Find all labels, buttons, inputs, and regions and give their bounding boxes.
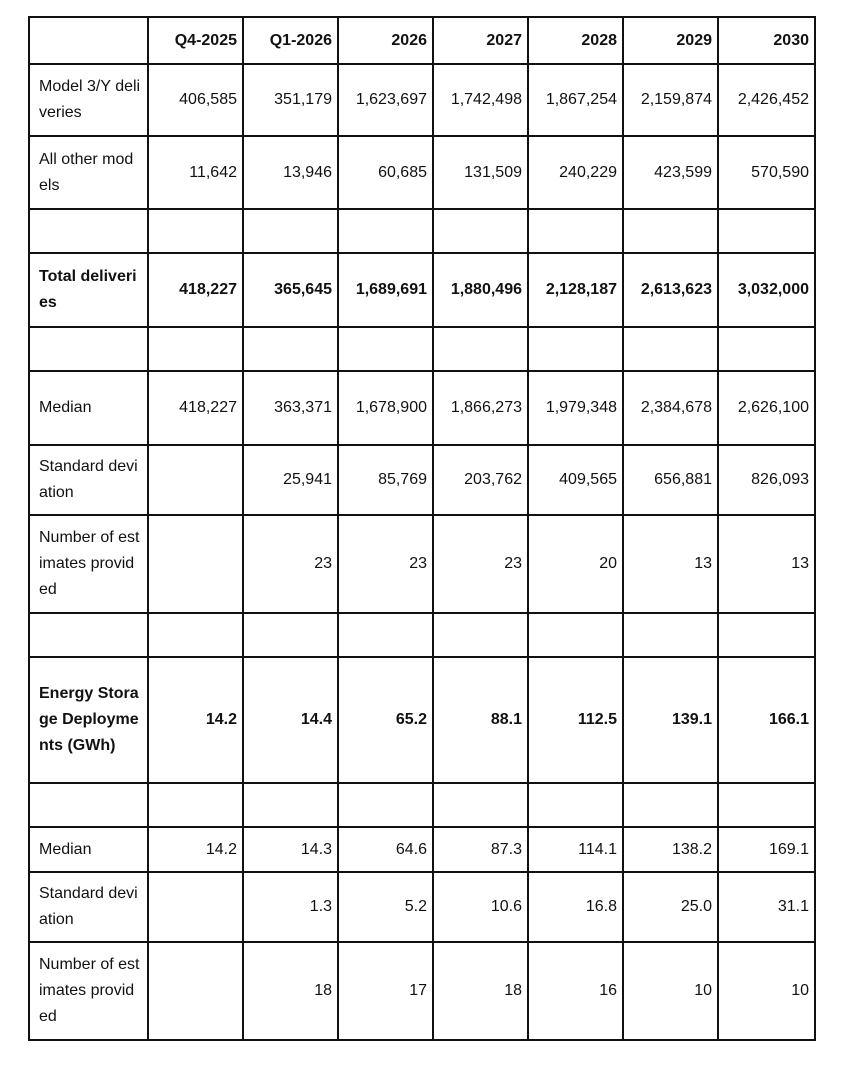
table-row <box>29 657 815 783</box>
table-cell: 23 <box>243 515 338 613</box>
table-cell <box>243 783 338 827</box>
table-cell <box>718 613 815 657</box>
row-label: Number of estimates provided <box>29 515 148 613</box>
header-cell-q1-2026: Q1-2026 <box>243 17 338 64</box>
table-cell <box>433 613 528 657</box>
table-cell: 16.8 <box>528 872 623 942</box>
table-cell <box>243 613 338 657</box>
table-cell <box>338 613 433 657</box>
table-cell: 88.1 <box>433 657 528 783</box>
table-cell: 1,742,498 <box>433 64 528 136</box>
table-cell <box>148 209 243 253</box>
table-cell: 10 <box>623 942 718 1040</box>
row-label: Total deliveries <box>29 253 148 327</box>
table-row <box>29 445 815 515</box>
table-cell: 64.6 <box>338 827 433 872</box>
table-cell: 10 <box>718 942 815 1040</box>
table-cell <box>338 209 433 253</box>
row-label: All other models <box>29 136 148 209</box>
row-label: Model 3/Y deliveries <box>29 64 148 136</box>
table-cell: 13,946 <box>243 136 338 209</box>
header-cell-q4-2025: Q4-2025 <box>148 17 243 64</box>
table-cell <box>623 209 718 253</box>
table-cell: 87.3 <box>433 827 528 872</box>
table-row <box>29 872 815 942</box>
table-cell <box>623 327 718 371</box>
table-cell: 203,762 <box>433 445 528 515</box>
table-cell: 23 <box>338 515 433 613</box>
table-cell <box>338 327 433 371</box>
table-cell: 14.3 <box>243 827 338 872</box>
table-cell <box>243 209 338 253</box>
table-cell: 409,565 <box>528 445 623 515</box>
table-cell <box>148 327 243 371</box>
table-cell <box>148 783 243 827</box>
table-cell <box>433 327 528 371</box>
header-cell-2030: 2030 <box>718 17 815 64</box>
table-cell: 656,881 <box>623 445 718 515</box>
table-cell <box>718 209 815 253</box>
table-cell <box>623 783 718 827</box>
table-row <box>29 136 815 209</box>
table-cell: 1,678,900 <box>338 371 433 445</box>
table-row <box>29 327 815 371</box>
table-cell <box>528 613 623 657</box>
table-cell: 131,509 <box>433 136 528 209</box>
table-cell: 363,371 <box>243 371 338 445</box>
header-row <box>29 17 815 64</box>
table-cell <box>718 783 815 827</box>
table-cell <box>243 327 338 371</box>
table-cell: 1,979,348 <box>528 371 623 445</box>
table-cell: 2,128,187 <box>528 253 623 327</box>
header-cell-2026: 2026 <box>338 17 433 64</box>
table-cell: 14.2 <box>148 827 243 872</box>
table-row <box>29 783 815 827</box>
table-cell: 570,590 <box>718 136 815 209</box>
table-cell: 1,867,254 <box>528 64 623 136</box>
table-cell: 3,032,000 <box>718 253 815 327</box>
table-cell: 65.2 <box>338 657 433 783</box>
table-cell: 1.3 <box>243 872 338 942</box>
table-cell <box>528 327 623 371</box>
table-cell: 85,769 <box>338 445 433 515</box>
table-cell: 138.2 <box>623 827 718 872</box>
table-cell <box>718 327 815 371</box>
table-cell: 240,229 <box>528 136 623 209</box>
forecast-table <box>28 16 816 1041</box>
table-body <box>29 64 815 1040</box>
table-cell: 14.4 <box>243 657 338 783</box>
table-cell: 166.1 <box>718 657 815 783</box>
table-row <box>29 827 815 872</box>
table-cell: 406,585 <box>148 64 243 136</box>
table-cell: 17 <box>338 942 433 1040</box>
table-row <box>29 942 815 1040</box>
table-cell: 5.2 <box>338 872 433 942</box>
table-row <box>29 64 815 136</box>
row-label: Energy Storage Deployments (GWh) <box>29 657 148 783</box>
table-cell: 169.1 <box>718 827 815 872</box>
header-cell-label <box>29 17 148 64</box>
table-cell: 11,642 <box>148 136 243 209</box>
header-cell-2028: 2028 <box>528 17 623 64</box>
table-cell: 16 <box>528 942 623 1040</box>
table-cell: 1,689,691 <box>338 253 433 327</box>
table-cell: 2,384,678 <box>623 371 718 445</box>
table-cell <box>433 783 528 827</box>
table-cell: 25.0 <box>623 872 718 942</box>
table-cell: 423,599 <box>623 136 718 209</box>
table-cell: 139.1 <box>623 657 718 783</box>
header-cell-2029: 2029 <box>623 17 718 64</box>
table-cell <box>433 209 528 253</box>
header-cell-2027: 2027 <box>433 17 528 64</box>
table-cell: 1,880,496 <box>433 253 528 327</box>
table-cell: 1,623,697 <box>338 64 433 136</box>
table-cell: 31.1 <box>718 872 815 942</box>
table-cell: 23 <box>433 515 528 613</box>
row-label: Standard deviation <box>29 445 148 515</box>
table-cell: 13 <box>623 515 718 613</box>
table-cell <box>623 613 718 657</box>
row-label: Median <box>29 827 148 872</box>
table-cell: 418,227 <box>148 253 243 327</box>
table-row <box>29 371 815 445</box>
table-cell: 18 <box>433 942 528 1040</box>
row-label: Number of estimates provided <box>29 942 148 1040</box>
row-label <box>29 209 148 253</box>
table-cell <box>528 209 623 253</box>
table-cell <box>148 445 243 515</box>
table-cell: 2,626,100 <box>718 371 815 445</box>
table-cell: 112.5 <box>528 657 623 783</box>
table-row <box>29 613 815 657</box>
table-cell: 365,645 <box>243 253 338 327</box>
table-cell <box>528 783 623 827</box>
table-cell <box>148 515 243 613</box>
table-cell: 1,866,273 <box>433 371 528 445</box>
table-cell: 351,179 <box>243 64 338 136</box>
table-cell <box>148 613 243 657</box>
table-cell: 2,613,623 <box>623 253 718 327</box>
table-cell: 826,093 <box>718 445 815 515</box>
table-row <box>29 209 815 253</box>
table-cell <box>148 942 243 1040</box>
row-label: Standard deviation <box>29 872 148 942</box>
table-cell <box>338 783 433 827</box>
table-row <box>29 253 815 327</box>
table-cell: 60,685 <box>338 136 433 209</box>
table-row <box>29 515 815 613</box>
row-label <box>29 327 148 371</box>
table-cell: 114.1 <box>528 827 623 872</box>
table-cell: 20 <box>528 515 623 613</box>
row-label: Median <box>29 371 148 445</box>
table-cell: 2,159,874 <box>623 64 718 136</box>
table-cell: 10.6 <box>433 872 528 942</box>
table-cell: 2,426,452 <box>718 64 815 136</box>
table-cell: 25,941 <box>243 445 338 515</box>
table-cell: 418,227 <box>148 371 243 445</box>
row-label <box>29 783 148 827</box>
table-cell <box>148 872 243 942</box>
table-cell: 14.2 <box>148 657 243 783</box>
row-label <box>29 613 148 657</box>
table-cell: 18 <box>243 942 338 1040</box>
table-cell: 13 <box>718 515 815 613</box>
